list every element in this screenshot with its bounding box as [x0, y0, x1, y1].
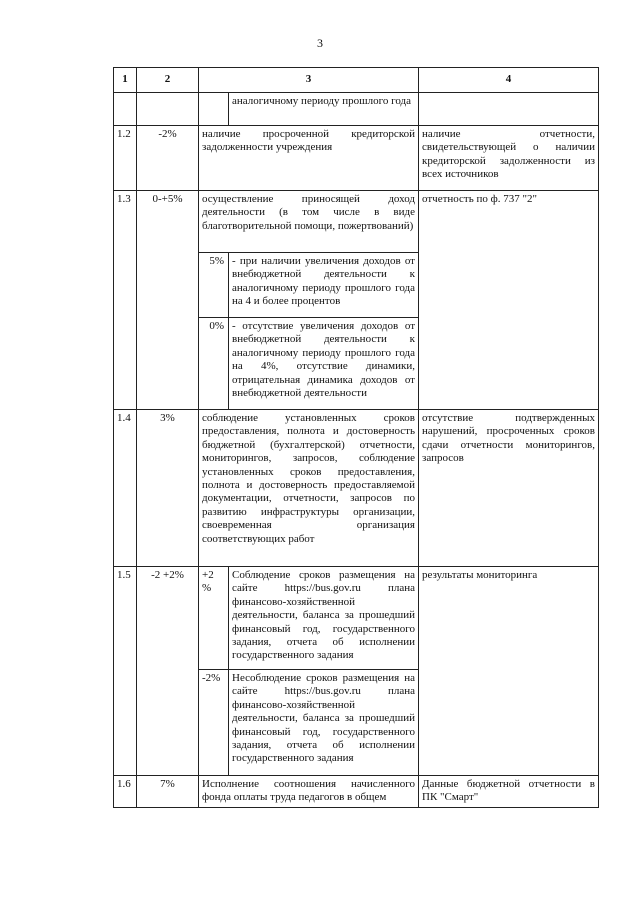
row-criterion: Исполнение соотношения начисленного фонда оплаты труда педагогов в общем [199, 776, 419, 808]
header-row [114, 68, 599, 93]
sub-percent: 0% [199, 318, 229, 410]
sub-criterion: - отсутствие увеличения доходов от внебюджетной деятельности к аналогичному периоду прошлого года на 4%, отсутствие динамики, отрицательная динамика доходов от внебюджетной деятельности [229, 318, 419, 410]
row-number: 1.6 [114, 776, 137, 808]
row-percent: 0-+5% [137, 191, 199, 410]
row-criterion: наличие просроченной кредиторской задолженности учреждения [199, 126, 419, 191]
sub-criterion: - при наличии увеличения доходов от внебюджетной деятельности к аналогичному периоду прошлого года на 4 и более процентов [229, 253, 419, 318]
header-col-1: 1 [114, 68, 137, 93]
sub-percent: 5% [199, 253, 229, 318]
sub-percent: +2 % [199, 567, 229, 670]
row-percent: -2 +2% [137, 567, 199, 776]
table-row [114, 126, 599, 191]
row-number: 1.2 [114, 126, 137, 191]
page-number: 3 [317, 36, 323, 50]
row-source: отсутствие подтвержденных нарушений, просроченных сроков сдачи отчетности мониторингов, запросов [419, 410, 599, 567]
continuation-row [114, 93, 599, 126]
row-source: отчетность по ф. 737 "2" [419, 191, 599, 410]
table-row [114, 567, 599, 670]
header-col-2: 2 [137, 68, 199, 93]
row-percent: -2% [137, 126, 199, 191]
row-criterion: соблюдение установленных сроков предоставления, полнота и достоверность бюджетной (бухгалтерской) отчетности, мониторингов, запросов, соблюдение установленных сроков предоставления, полнота и достоверность предоставляемой документации, отчетности, запросов по развитию инфраструктуры организации, своевременная организация соответствующих работ [199, 410, 419, 567]
header-col-3: 3 [199, 68, 419, 93]
row-number: 1.3 [114, 191, 137, 410]
header-col-4: 4 [419, 68, 599, 93]
sub-criterion: Соблюдение сроков размещения на сайте https://bus.gov.ru плана финансово-хозяйственной деятельности, баланса за прошедший финансовый год, государственного задания, отчета об исполнении государственного задания [229, 567, 419, 670]
row-criterion: осуществление приносящей доход деятельности (в том числе в виде благотворительной помощи, пожертвований) [199, 191, 419, 253]
row-source: наличие отчетности, свидетельствующей о наличии кредиторской задолженности из всех источников [419, 126, 599, 191]
table-row [114, 776, 599, 808]
table-row [114, 410, 599, 567]
row-source: Данные бюджетной отчетности в ПК "Смарт" [419, 776, 599, 808]
sub-percent: -2% [199, 670, 229, 776]
row-percent: 3% [137, 410, 199, 567]
continuation-text: аналогичному периоду прошлого года [229, 93, 419, 126]
criteria-table [113, 67, 599, 808]
table-row [114, 191, 599, 253]
row-number: 1.5 [114, 567, 137, 776]
row-number: 1.4 [114, 410, 137, 567]
row-source: результаты мониторинга [419, 567, 599, 776]
sub-criterion: Несоблюдение сроков размещения на сайте https://bus.gov.ru плана финансово-хозяйственной деятельности, баланса за прошедший финансовый год, государственного задания, отчета об исполнении государственного задания [229, 670, 419, 776]
row-percent: 7% [137, 776, 199, 808]
